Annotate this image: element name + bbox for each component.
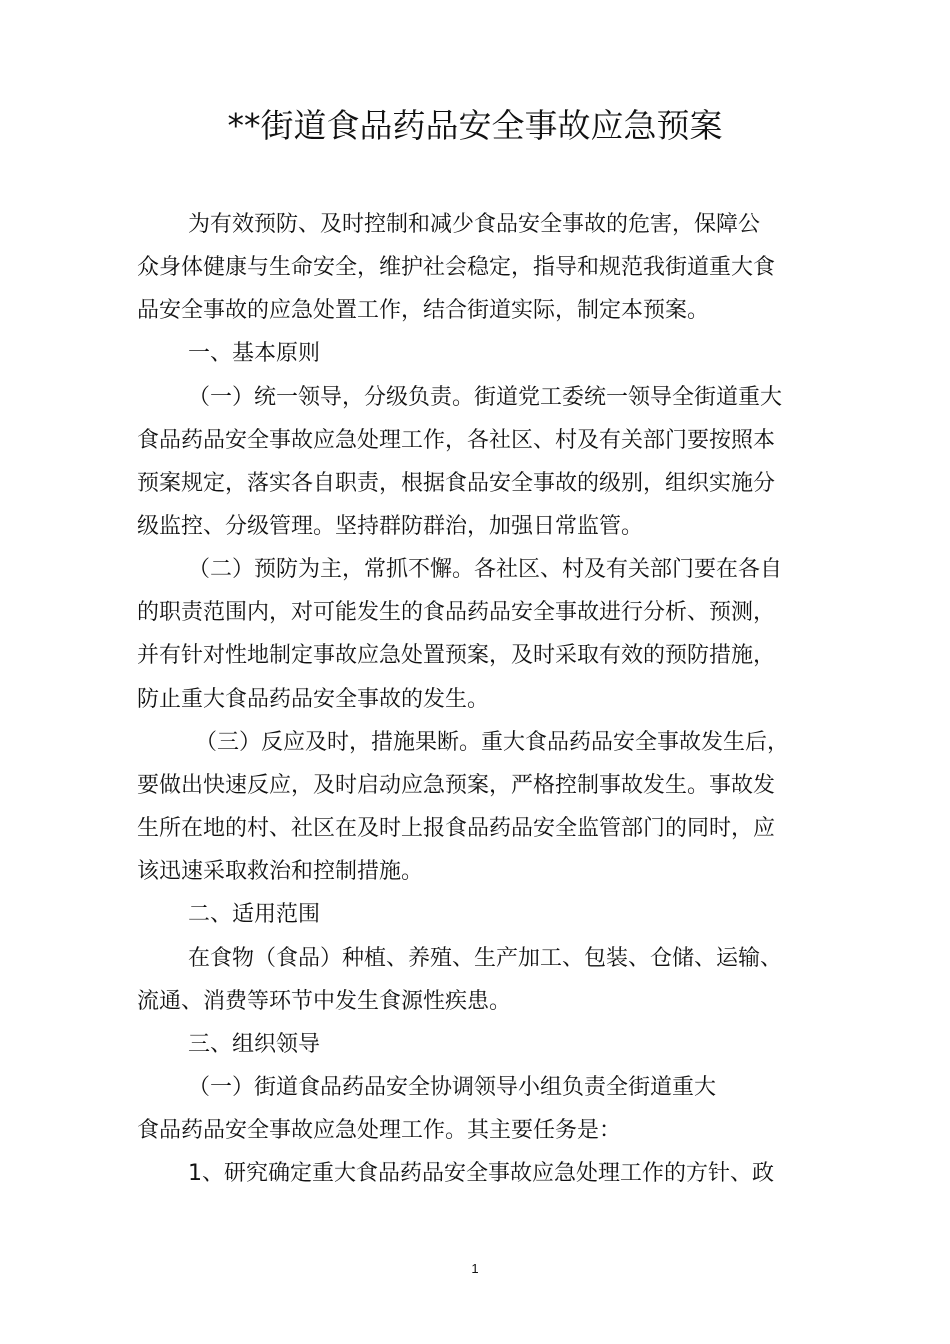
principle-2-line-4: 防止重大食品药品安全事故的发生。 bbox=[137, 687, 490, 712]
scope-line-2: 流通、消费等环节中发生食源性疾患。 bbox=[137, 989, 512, 1014]
intro-line-2: 众身体健康与生命安全，维护社会稳定，指导和规范我街道重大食 bbox=[137, 255, 776, 280]
section-heading-organization: 三、组织领导 bbox=[188, 1032, 321, 1057]
organization-line-2: 食品药品安全事故应急处理工作。其主要任务是： bbox=[137, 1118, 622, 1143]
principle-2-line-3: 并有针对性地制定事故应急处置预案，及时采取有效的预防措施， bbox=[137, 643, 776, 668]
task-1-line-1: 1、研究确定重大食品药品安全事故应急处理工作的方针、政 bbox=[188, 1161, 774, 1186]
principle-3-line-1: （三）反应及时，措施果断。重大食品药品安全事故发生后， bbox=[195, 730, 790, 755]
principle-2-line-1: （二）预防为主，常抓不懈。各社区、村及有关部门要在各自 bbox=[188, 557, 783, 582]
principle-1-line-2: 食品药品安全事故应急处理工作，各社区、村及有关部门要按照本 bbox=[137, 428, 776, 453]
principle-1-line-1: （一）统一领导，分级负责。街道党工委统一领导全街道重大 bbox=[188, 385, 783, 410]
page-number: 1 bbox=[471, 1261, 479, 1276]
principle-3-line-3: 生所在地的村、社区在及时上报食品药品安全监管部门的同时，应 bbox=[137, 816, 776, 841]
organization-line-1: （一）街道食品药品安全协调领导小组负责全街道重大 bbox=[188, 1075, 717, 1100]
principle-1-line-4: 级监控、分级管理。坚持群防群治，加强日常监管。 bbox=[137, 514, 644, 539]
intro-line-3: 品安全事故的应急处置工作，结合街道实际，制定本预案。 bbox=[137, 298, 710, 323]
principle-3-line-4: 该迅速采取救治和控制措施。 bbox=[137, 859, 424, 884]
section-heading-principles: 一、基本原则 bbox=[188, 341, 321, 366]
section-heading-scope: 二、适用范围 bbox=[188, 902, 321, 927]
document-title: **街道食品药品安全事故应急预案 bbox=[227, 106, 723, 145]
scope-line-1: 在食物（食品）种植、养殖、生产加工、包装、仓储、运输、 bbox=[188, 946, 783, 971]
principle-3-line-2: 要做出快速反应，及时启动应急预案，严格控制事故发生。事故发 bbox=[137, 773, 776, 798]
principle-2-line-2: 的职责范围内，对可能发生的食品药品安全事故进行分析、预测， bbox=[137, 600, 776, 625]
intro-line-1: 为有效预防、及时控制和减少食品安全事故的危害，保障公 bbox=[188, 212, 761, 237]
principle-1-line-3: 预案规定，落实各自职责，根据食品安全事故的级别，组织实施分 bbox=[137, 471, 776, 496]
